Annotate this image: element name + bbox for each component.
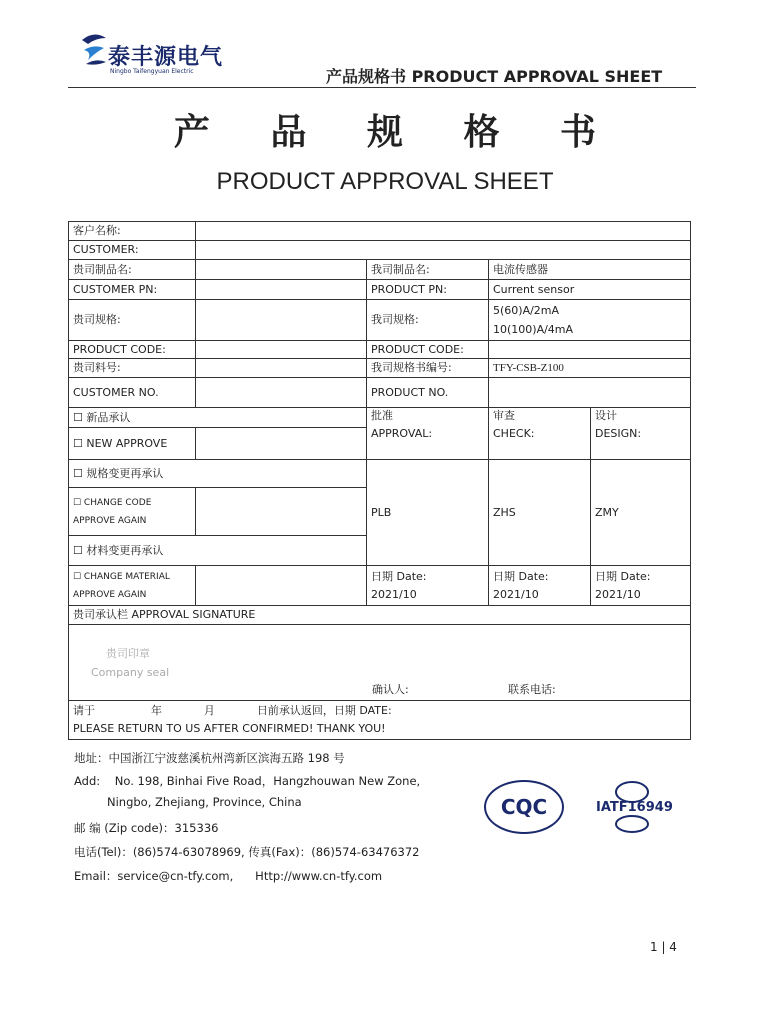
change-code-checkbox[interactable] [69, 488, 196, 536]
product-no-label: PRODUCT NO. [367, 378, 489, 408]
design-date: 2021/10 [595, 587, 641, 601]
tel-fax: 电话(Tel)：(86)574-63078969, 传真(Fax)：(86)574-63476372 [74, 845, 420, 859]
check-header [489, 408, 591, 460]
customer-pn-label: 贵司制品名: [69, 260, 196, 280]
approval-date: 2021/10 [371, 587, 417, 601]
address-en-1: Add: No. 198, Binhai Five Road，Hangzhouwan New Zone, [74, 774, 421, 788]
customer-no-label-en: CUSTOMER NO. [69, 378, 196, 408]
approval-header [367, 408, 489, 460]
logo-subtext: Ningbo Taifengyuan Electric [110, 68, 194, 75]
signature-header: 贵司承认栏 APPROVAL SIGNATURE [69, 606, 691, 625]
change-material-label-2: APPROVE AGAIN [73, 589, 147, 600]
customer-label-en: CUSTOMER: [69, 241, 196, 260]
our-spec-label: 我司规格: [367, 300, 489, 341]
approval-form-table [68, 221, 691, 740]
check-date-cell [489, 566, 591, 606]
check-name: ZHS [489, 460, 591, 566]
address-en-2: Ningbo, Zhejiang, Province, China [107, 795, 302, 809]
change-code-note[interactable] [196, 488, 367, 536]
change-material-checkbox[interactable] [69, 566, 196, 606]
new-approve-cn-checkbox[interactable]: ☐ 新品承认 [69, 408, 367, 428]
design-date-label: 日期 Date: [595, 569, 651, 583]
our-code-label: PRODUCT CODE: [367, 341, 489, 359]
customer-no-value[interactable] [196, 359, 367, 378]
company-seal-cn: 贵司印章 [106, 647, 150, 660]
iatf-text: IATF16949 [596, 800, 673, 815]
cqc-cert-icon [484, 780, 564, 834]
change-material-cn-checkbox[interactable]: ☐ 材料变更再承认 [69, 536, 367, 566]
check-date: 2021/10 [493, 587, 539, 601]
customer-name-label: 客户名称: [69, 222, 196, 241]
change-code-label-1: ☐ CHANGE CODE [73, 497, 152, 508]
logo-text: 泰丰源电气 [108, 45, 224, 70]
change-material-note[interactable] [196, 566, 367, 606]
design-header [591, 408, 691, 460]
customer-no-label: 贵司料号: [69, 359, 196, 378]
our-pn-value-en: Current sensor [489, 280, 691, 300]
zip-code: 邮 编 (Zip code)：315336 [74, 821, 219, 835]
our-spec-value-2: 10(100)A/4mA [493, 323, 574, 336]
customer-no-value-en[interactable] [196, 378, 367, 408]
customer-spec-label: 贵司规格: [69, 300, 196, 341]
return-note-cn: 请于 年 月 日前承认返回，日期 DATE: [73, 704, 392, 717]
customer-pn-value-en[interactable] [196, 280, 367, 300]
email-web: Email：service@cn-tfy.com, Http://www.cn-tfy.com [74, 869, 383, 883]
product-no-value [489, 378, 691, 408]
signature-area[interactable] [69, 625, 691, 701]
our-spec-value [489, 300, 691, 341]
change-spec-cn-checkbox[interactable]: ☐ 规格变更再承认 [69, 460, 367, 488]
customer-spec-value[interactable] [196, 300, 367, 341]
approval-name: PLB [367, 460, 489, 566]
our-doc-no-value: TFY-CSB-Z100 [489, 359, 691, 378]
change-code-label-2: APPROVE AGAIN [73, 515, 147, 526]
customer-value-en[interactable] [196, 241, 691, 260]
design-label-en: DESIGN: [595, 427, 642, 440]
contact-phone-label: 联系电话: [508, 683, 556, 696]
logo-mark-icon [78, 30, 110, 70]
approval-date-label: 日期 Date: [371, 569, 427, 583]
main-title-cn: 产 品 规 格 书 [173, 111, 621, 153]
design-name: ZMY [591, 460, 691, 566]
return-note-en: PLEASE RETURN TO US AFTER CONFIRMED! THANK YOU! [73, 722, 386, 735]
our-pn-label: 我司制品名: [367, 260, 489, 280]
approval-date-cell [367, 566, 489, 606]
confirmer-label: 确认人: [372, 683, 409, 696]
customer-pn-value[interactable] [196, 260, 367, 280]
our-spec-value-1: 5(60)A/2mA [493, 304, 560, 317]
approval-label-cn: 批准 [371, 409, 393, 422]
address-cn: 地址：中国浙江宁波慈溪杭州湾新区滨海五路 198 号 [74, 751, 345, 765]
header-title: 产品规格书 PRODUCT APPROVAL SHEET [326, 67, 663, 86]
new-approve-en-checkbox[interactable]: ☐ NEW APPROVE [69, 428, 196, 460]
approval-label-en: APPROVAL: [371, 427, 433, 440]
header-divider [68, 87, 696, 88]
design-date-cell [591, 566, 691, 606]
check-label-en: CHECK: [493, 427, 535, 440]
customer-name-value[interactable] [196, 222, 691, 241]
page-number: 1 | 4 [650, 940, 677, 954]
cqc-text: CQC [500, 795, 548, 819]
our-pn-label-en: PRODUCT PN: [367, 280, 489, 300]
design-label-cn: 设计 [595, 409, 617, 422]
check-label-cn: 审查 [493, 409, 515, 422]
company-seal-en: Company seal [91, 666, 170, 679]
customer-pn-label-en: CUSTOMER PN: [69, 280, 196, 300]
customer-code-value[interactable] [196, 341, 367, 359]
return-note [69, 701, 691, 740]
new-approve-note[interactable] [196, 428, 367, 460]
customer-code-label: PRODUCT CODE: [69, 341, 196, 359]
check-date-label: 日期 Date: [493, 569, 549, 583]
iatf-cert-icon [594, 778, 673, 836]
main-title-en: PRODUCT APPROVAL SHEET [216, 168, 554, 195]
our-pn-value: 电流传感器 [489, 260, 691, 280]
our-code-value [489, 341, 691, 359]
change-material-label-1: ☐ CHANGE MATERIAL [73, 571, 170, 582]
our-doc-no-label: 我司规格书编号: [367, 359, 489, 378]
